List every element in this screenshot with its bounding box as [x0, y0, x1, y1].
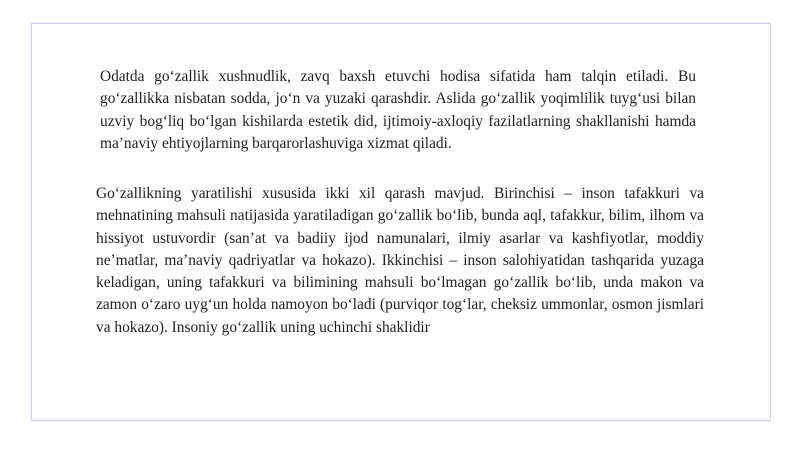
document-slide — [31, 23, 771, 421]
paragraph-2: Go‘zallikning yaratilishi xususida ikki xil qarash mavjud. Birinchisi – inson tafakkuri va mehnatining mahsuli natijasida yaratiladigan go‘zallik bo‘lib, bunda aql, tafakkur, bilim, ilhom va hissiyot ustuvordir (san’at va badiiy ijod namunalari, ilmiy asarlar va kashfiyotlar, moddiy ne’matlar, ma’naviy qadriyatlar va hokazo). Ikkinchisi – inson salohiyatidan tashqarida yuzaga keladigan, uning tafakkuri va bilimining mahsuli bo‘lmagan go‘zallik bo‘lib, unda makon va zamon o‘zaro uyg‘un holda namoyon bo‘ladi (purviqor tog‘lar, cheksiz ummonlar, osmon jismlari va hokazo). Insoniy go‘zallik uning uchinchi shaklidir — [96, 185, 704, 336]
paragraph-1: Odatda go‘zallik xushnudlik, zavq baxsh etuvchi hodisa sifatida ham talqin etiladi. Bu go‘zallikka nisbatan sodda, jo‘n va yuzaki qarashdir. Aslida go‘zallik yoqimlilik tuyg‘usi bilan uzviy bog‘liq bo‘lgan kishilarda estetik did, ijtimoiy-axloqiy fazilatlarning shakllanishi hamda ma’naviy ehtiyojlarning barqarorlashuviga xizmat qiladi. — [100, 68, 696, 152]
